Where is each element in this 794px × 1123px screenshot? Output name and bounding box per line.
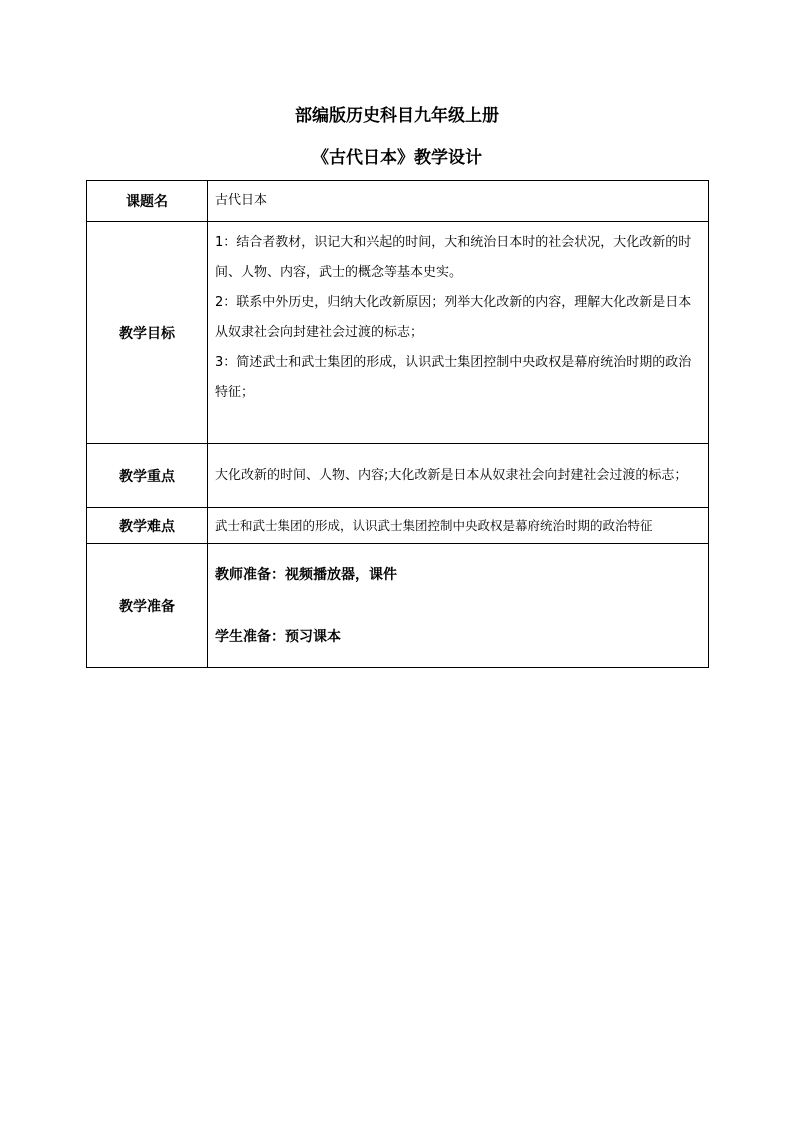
content-text: 古代日本 <box>215 193 268 208</box>
table-row <box>87 508 709 544</box>
row-content <box>208 508 709 544</box>
table-row <box>87 181 709 222</box>
objective-item: 2：联系中外历史，归纳大化改新原因；列举大化改新的内容，理解大化改新是日本从奴隶社会向封建社会过渡的标志； <box>215 295 692 340</box>
row-label: 教学重点 <box>87 444 208 508</box>
teacher-preparation: 教师准备：视频播放器，课件 <box>215 566 397 583</box>
row-label: 教学目标 <box>87 222 208 444</box>
row-content <box>208 444 709 508</box>
document-title: 部编版历史科目九年级上册 <box>295 106 499 126</box>
table-row <box>87 544 709 668</box>
content-text: 大化改新的时间、人物、内容;大化改新是日本从奴隶社会向封建社会过渡的标志； <box>215 467 688 483</box>
table-row <box>87 444 709 508</box>
student-preparation: 学生准备：预习课本 <box>215 628 341 645</box>
row-content <box>208 544 709 668</box>
document-subtitle: 《古代日本》教学设计 <box>312 148 482 168</box>
row-label: 教学准备 <box>87 544 208 668</box>
objective-item: 3：简述武士和武士集团的形成，认识武士集团控制中央政权是幕府统治时期的政治特征； <box>215 355 692 400</box>
objective-item: 1：结合者教材，识记大和兴起的时间，大和统治日本时的社会状况，大化改新的时间、人物、内容，武士的概念等基本史实。 <box>215 235 692 280</box>
row-content <box>208 181 709 222</box>
row-label: 课题名 <box>87 181 208 222</box>
lesson-plan-table <box>86 180 709 668</box>
content-text: 武士和武士集团的形成，认识武士集团控制中央政权是幕府统治时期的政治特征 <box>215 517 653 533</box>
table-row <box>87 222 709 444</box>
row-content <box>208 222 709 444</box>
row-label: 教学难点 <box>87 508 208 544</box>
